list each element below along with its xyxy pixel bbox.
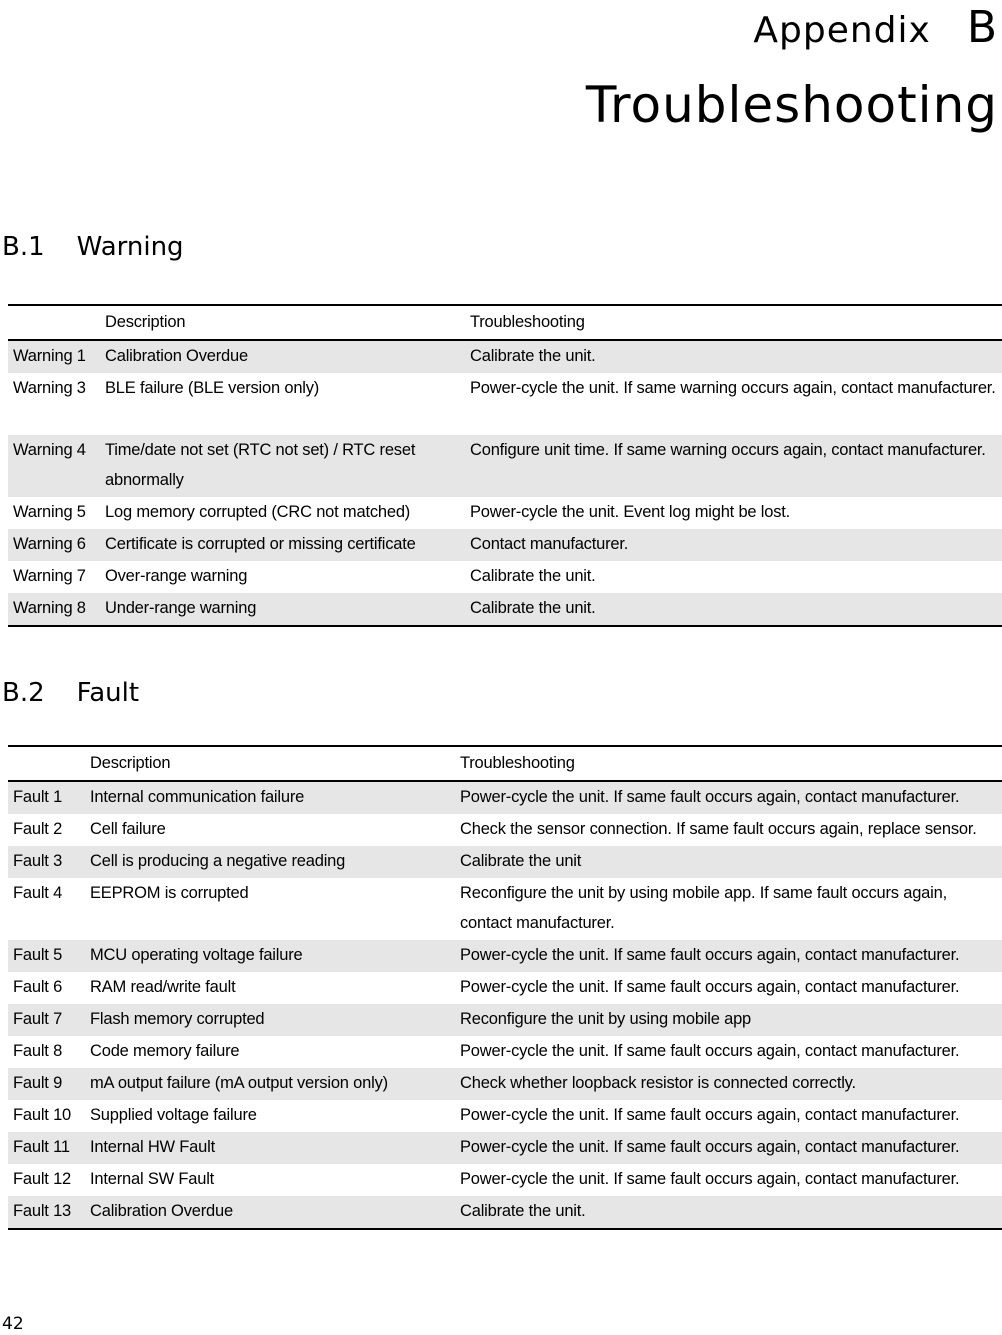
warning-description: Over-range warning: [105, 567, 248, 585]
fault-description: EEPROM is corrupted: [90, 884, 249, 902]
table-row: [8, 529, 1002, 561]
table-row: [8, 497, 1002, 529]
warning-code: Warning 6: [8, 529, 100, 561]
warning-troubleshooting: Power-cycle the unit. If same warning occurs again, contact manufacturer.: [470, 379, 996, 397]
table-row: [8, 1100, 1002, 1132]
warning-code: Warning 8: [8, 593, 100, 626]
fault-description: Cell failure: [90, 820, 166, 838]
section-title: Warning: [76, 232, 184, 262]
table-row: [8, 972, 1002, 1004]
warning-troubleshooting: Configure unit time. If same warning occurs again, contact manufacturer.: [465, 435, 1002, 497]
fault-code: Fault 4: [13, 884, 63, 902]
fault-troubleshooting: Check the sensor connection. If same fault occurs again, replace sensor.: [460, 820, 977, 838]
fault-troubleshooting: Power-cycle the unit. If same fault occurs again, contact manufacturer.: [455, 1132, 1002, 1164]
column-header-code: [8, 305, 100, 340]
table-row: [8, 1036, 1002, 1068]
table-row: [8, 1132, 1002, 1164]
fault-description: Calibration Overdue: [85, 1196, 455, 1229]
table-row: [8, 1164, 1002, 1196]
warning-description: Certificate is corrupted or missing certificate: [100, 529, 465, 561]
appendix-label: Appendix: [753, 10, 931, 51]
page-number: 42: [2, 1314, 24, 1334]
fault-description: RAM read/write fault: [90, 978, 236, 996]
section-heading-warning: [2, 232, 184, 262]
fault-troubleshooting: Reconfigure the unit by using mobile app: [455, 1004, 1002, 1036]
warning-troubleshooting: Calibrate the unit.: [465, 340, 1002, 373]
fault-troubleshooting: Calibrate the unit.: [455, 1196, 1002, 1229]
fault-description: mA output failure (mA output version only): [85, 1068, 455, 1100]
warning-description: Calibration Overdue: [100, 340, 465, 373]
warning-table: [8, 304, 1002, 627]
fault-description: Internal HW Fault: [85, 1132, 455, 1164]
column-header-code: [8, 746, 85, 781]
fault-description: Cell is producing a negative reading: [85, 846, 455, 878]
fault-troubleshooting: Calibrate the unit: [455, 846, 1002, 878]
table-row: [8, 340, 1002, 373]
warning-description: Under-range warning: [100, 593, 465, 626]
fault-code: Fault 2: [13, 820, 63, 838]
chapter-title: Troubleshooting: [585, 76, 998, 134]
table-row: [8, 846, 1002, 878]
section-number: B.1: [2, 232, 45, 262]
fault-description: Internal SW Fault: [90, 1170, 215, 1188]
fault-troubleshooting: Reconfigure the unit by using mobile app. If same fault occurs again, contact manufacturer.: [460, 884, 947, 932]
fault-code: Fault 6: [13, 978, 63, 996]
fault-code: Fault 11: [8, 1132, 85, 1164]
warning-code: Warning 5: [13, 503, 86, 521]
fault-troubleshooting: Power-cycle the unit. If same fault occurs again, contact manufacturer.: [455, 781, 1002, 814]
fault-troubleshooting: Power-cycle the unit. If same fault occurs again, contact manufacturer.: [460, 978, 960, 996]
fault-description: Internal communication failure: [85, 781, 455, 814]
fault-description: Code memory failure: [90, 1042, 240, 1060]
section-title: Fault: [76, 678, 140, 708]
appendix-heading: [753, 2, 998, 53]
table-row: [8, 1196, 1002, 1229]
appendix-letter: B: [966, 2, 998, 53]
table-row: [8, 593, 1002, 626]
fault-code: Fault 1: [8, 781, 85, 814]
fault-troubleshooting: Power-cycle the unit. If same fault occurs again, contact manufacturer.: [460, 1106, 960, 1124]
fault-code: Fault 12: [13, 1170, 72, 1188]
section-number: B.2: [2, 678, 45, 708]
column-header-troubleshooting: Troubleshooting: [465, 305, 1002, 340]
column-header-description: Description: [85, 746, 455, 781]
warning-code: Warning 1: [8, 340, 100, 373]
column-header-troubleshooting: Troubleshooting: [455, 746, 1002, 781]
warning-troubleshooting: Contact manufacturer.: [465, 529, 1002, 561]
fault-code: Fault 10: [13, 1106, 72, 1124]
warning-description: Log memory corrupted (CRC not matched): [105, 503, 411, 521]
fault-troubleshooting: Power-cycle the unit. If same fault occurs again, contact manufacturer.: [455, 940, 1002, 972]
table-header-row: [8, 305, 1002, 340]
fault-code: Fault 3: [8, 846, 85, 878]
table-row: [8, 878, 1002, 940]
fault-troubleshooting: Power-cycle the unit. If same fault occurs again, contact manufacturer.: [460, 1170, 960, 1188]
warning-description: Time/date not set (RTC not set) / RTC reset abnormally: [100, 435, 465, 497]
fault-code: Fault 8: [13, 1042, 63, 1060]
fault-description: Supplied voltage failure: [90, 1106, 257, 1124]
warning-code: Warning 4: [8, 435, 100, 497]
fault-code: Fault 9: [8, 1068, 85, 1100]
warning-code: Warning 7: [13, 567, 86, 585]
table-row: [8, 781, 1002, 814]
fault-code: Fault 5: [8, 940, 85, 972]
warning-description: BLE failure (BLE version only): [105, 379, 320, 397]
fault-description: Flash memory corrupted: [85, 1004, 455, 1036]
table-row: [8, 814, 1002, 846]
fault-troubleshooting: Power-cycle the unit. If same fault occurs again, contact manufacturer.: [460, 1042, 960, 1060]
warning-troubleshooting: Calibrate the unit.: [465, 593, 1002, 626]
fault-description: MCU operating voltage failure: [85, 940, 455, 972]
table-row: [8, 561, 1002, 593]
table-row: [8, 373, 1002, 435]
column-header-description: Description: [100, 305, 465, 340]
fault-code: Fault 13: [8, 1196, 85, 1229]
table-row: [8, 940, 1002, 972]
warning-troubleshooting: Power-cycle the unit. Event log might be lost.: [470, 503, 791, 521]
table-row: [8, 1004, 1002, 1036]
fault-code: Fault 7: [8, 1004, 85, 1036]
table-row: [8, 435, 1002, 497]
warning-troubleshooting: Calibrate the unit.: [470, 567, 596, 585]
fault-troubleshooting: Check whether loopback resistor is connected correctly.: [455, 1068, 1002, 1100]
section-heading-fault: [2, 678, 139, 708]
warning-code: Warning 3: [13, 379, 86, 397]
table-row: [8, 1068, 1002, 1100]
fault-table: [8, 745, 1002, 1230]
table-header-row: [8, 746, 1002, 781]
